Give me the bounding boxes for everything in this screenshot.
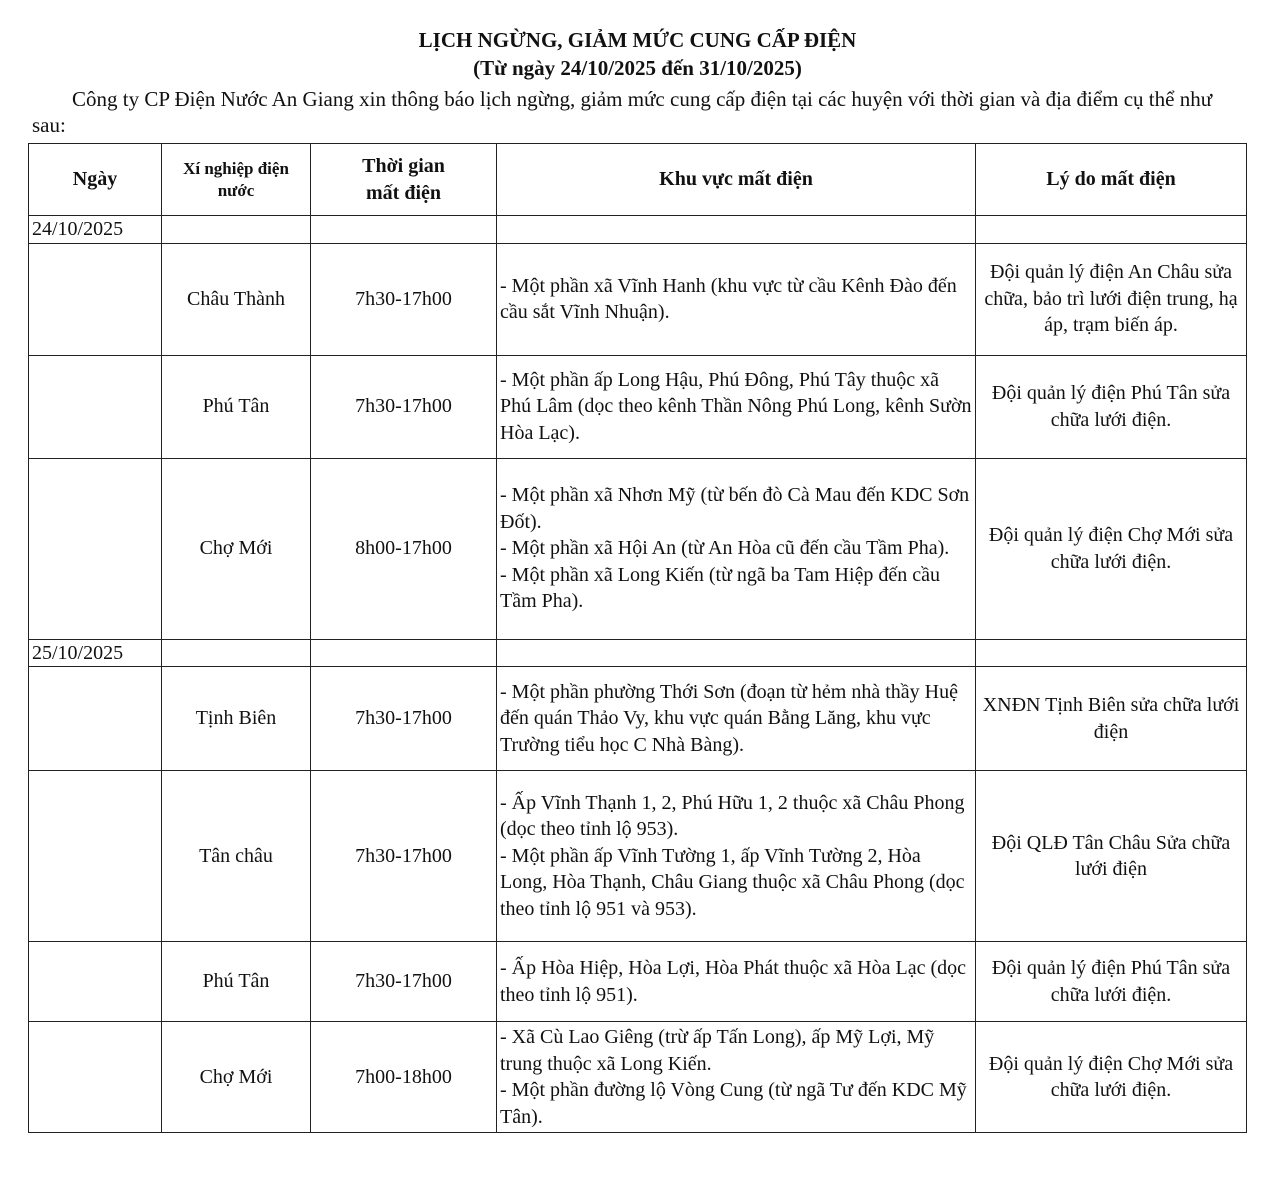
header-day: Ngày xyxy=(29,144,162,216)
time-cell: 7h30-17h00 xyxy=(311,771,497,942)
time-cell: 7h30-17h00 xyxy=(311,243,497,355)
time-cell: 7h30-17h00 xyxy=(311,355,497,458)
enterprise-cell: Tịnh Biên xyxy=(162,667,311,771)
enterprise-cell: Chợ Mới xyxy=(162,458,311,639)
area-cell: - Ấp Vĩnh Thạnh 1, 2, Phú Hữu 1, 2 thuộc xã Châu Phong (dọc theo tỉnh lộ 953). - Một phần ấp Vĩnh Tường 1, ấp Vĩnh Tường 2, Hòa Long, Hòa Thạnh, Châu Giang thuộc xã Châu Phong (dọc theo tỉnh lộ 951 và 953). xyxy=(497,771,976,942)
area-cell: - Ấp Hòa Hiệp, Hòa Lợi, Hòa Phát thuộc xã Hòa Lạc (dọc theo tỉnh lộ 951). xyxy=(497,942,976,1022)
table-row xyxy=(29,355,1247,458)
reason-cell: XNĐN Tịnh Biên sửa chữa lưới điện xyxy=(976,667,1247,771)
area-cell: - Một phần xã Nhơn Mỹ (từ bến đò Cà Mau đến KDC Sơn Đốt). - Một phần xã Hội An (từ An Hòa cũ đến cầu Tầm Pha). - Một phần xã Long Kiến (từ ngã ba Tam Hiệp đến cầu Tầm Pha). xyxy=(497,458,976,639)
reason-cell: Đội quản lý điện Chợ Mới sửa chữa lưới điện. xyxy=(976,458,1247,639)
table-row xyxy=(29,1022,1247,1133)
reason-cell: Đội quản lý điện Phú Tân sửa chữa lưới điện. xyxy=(976,942,1247,1022)
document-subtitle: (Từ ngày 24/10/2025 đến 31/10/2025) xyxy=(473,56,802,80)
area-cell: - Xã Cù Lao Giêng (trừ ấp Tấn Long), ấp Mỹ Lợi, Mỹ trung thuộc xã Long Kiến. - Một phần đường lộ Vòng Cung (từ ngã Tư đến KDC Mỹ Tân). xyxy=(497,1022,976,1133)
date-row xyxy=(29,639,1247,667)
document-title: LỊCH NGỪNG, GIẢM MỨC CUNG CẤP ĐIỆN xyxy=(418,28,857,52)
reason-cell: Đội quản lý điện An Châu sửa chữa, bảo trì lưới điện trung, hạ áp, trạm biến áp. xyxy=(976,243,1247,355)
time-cell: 7h00-18h00 xyxy=(311,1022,497,1133)
header-enterprise: Xí nghiệp điện nước xyxy=(162,144,311,216)
outage-schedule-table xyxy=(28,143,1247,1133)
header-reason: Lý do mất điện xyxy=(976,144,1247,216)
header-area: Khu vực mất điện xyxy=(497,144,976,216)
enterprise-cell: Tân châu xyxy=(162,771,311,942)
date-cell: 24/10/2025 xyxy=(29,216,162,244)
date-cell: 25/10/2025 xyxy=(29,639,162,667)
time-cell: 7h30-17h00 xyxy=(311,942,497,1022)
enterprise-cell: Phú Tân xyxy=(162,942,311,1022)
area-cell: - Một phần ấp Long Hậu, Phú Đông, Phú Tây thuộc xã Phú Lâm (dọc theo kênh Thần Nông Phú Long, kênh Sườn Hòa Lạc). xyxy=(497,355,976,458)
reason-cell: Đội quản lý điện Chợ Mới sửa chữa lưới điện. xyxy=(976,1022,1247,1133)
table-row xyxy=(29,942,1247,1022)
time-cell: 8h00-17h00 xyxy=(311,458,497,639)
reason-cell: Đội quản lý điện Phú Tân sửa chữa lưới điện. xyxy=(976,355,1247,458)
table-row xyxy=(29,667,1247,771)
area-cell: - Một phần xã Vĩnh Hanh (khu vực từ cầu Kênh Đào đến cầu sắt Vĩnh Nhuận). xyxy=(497,243,976,355)
time-cell: 7h30-17h00 xyxy=(311,667,497,771)
table-row xyxy=(29,243,1247,355)
enterprise-cell: Châu Thành xyxy=(162,243,311,355)
date-row xyxy=(29,216,1247,244)
enterprise-cell: Chợ Mới xyxy=(162,1022,311,1133)
header-time: Thời gian mất điện xyxy=(311,144,497,216)
reason-cell: Đội QLĐ Tân Châu Sửa chữa lưới điện xyxy=(976,771,1247,942)
table-header-row xyxy=(29,144,1247,216)
table-row xyxy=(29,458,1247,639)
intro-paragraph: Công ty CP Điện Nước An Giang xin thông báo lịch ngừng, giảm mức cung cấp điện tại các huyện với thời gian và địa điểm cụ thể như sau: xyxy=(32,87,1213,137)
table-row xyxy=(29,771,1247,942)
enterprise-cell: Phú Tân xyxy=(162,355,311,458)
area-cell: - Một phần phường Thới Sơn (đoạn từ hẻm nhà thầy Huệ đến quán Thảo Vy, khu vực quán Bằng Lăng, khu vực Trường tiểu học C Nhà Bàng). xyxy=(497,667,976,771)
